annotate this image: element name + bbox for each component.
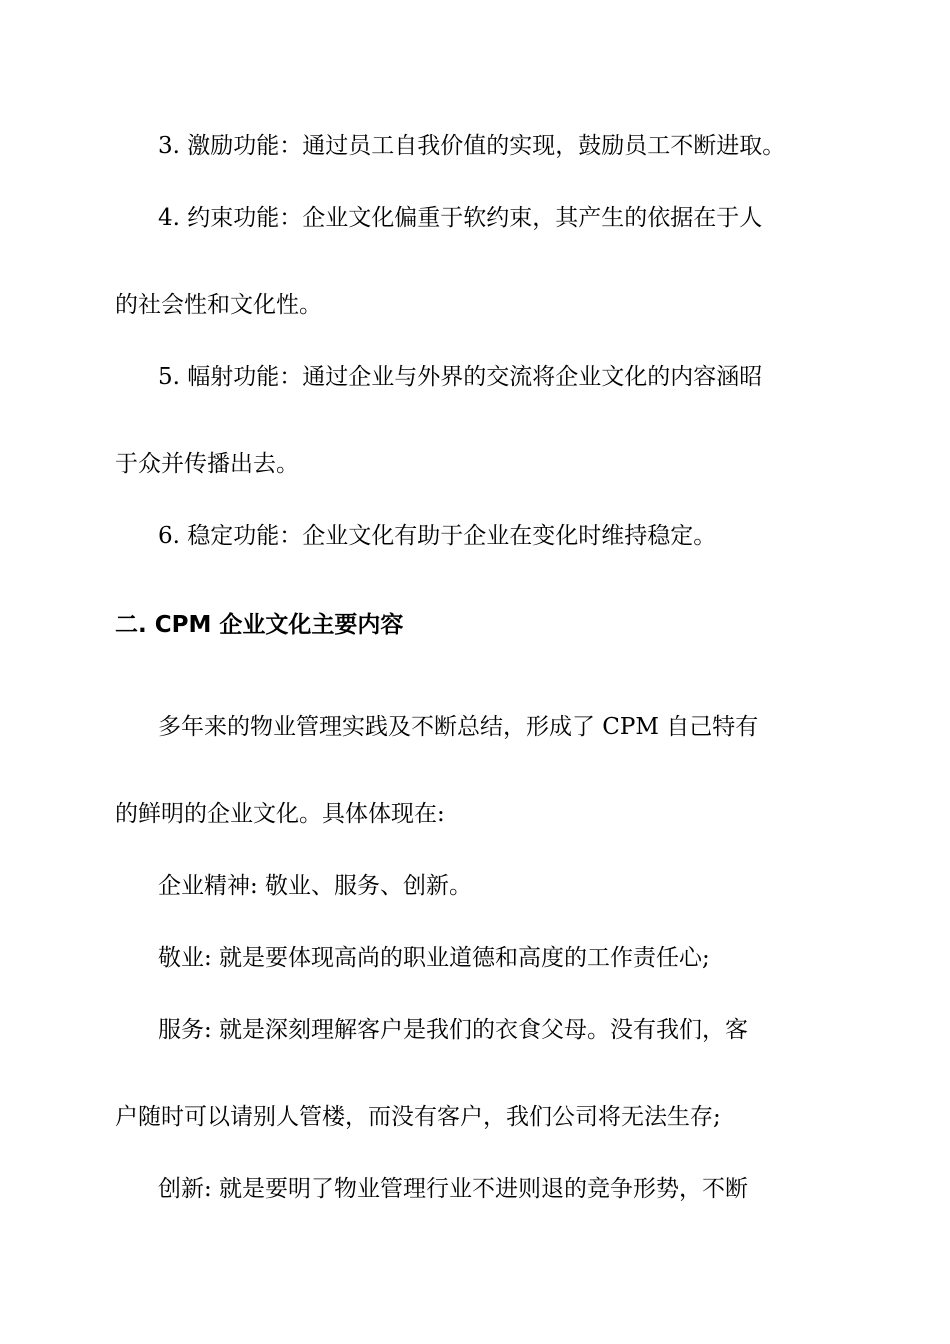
paragraph-enterprise-spirit: 企业精神: 敬业、服务、创新。	[158, 873, 473, 899]
paragraph-dedication: 敬业: 就是要体现高尚的职业道德和高度的工作责任心;	[158, 945, 710, 971]
paragraph-radiation-function-continued: 于众并传播出去。	[115, 451, 299, 477]
paragraph-incentive-function: 3. 激励功能：通过员工自我价值的实现，鼓励员工不断进取。	[158, 133, 786, 159]
paragraph-stability-function: 6. 稳定功能：企业文化有助于企业在变化时维持稳定。	[158, 523, 717, 549]
paragraph-service: 服务: 就是深刻理解客户是我们的衣食父母。没有我们，客	[158, 1017, 749, 1043]
paragraph-innovation: 创新: 就是要明了物业管理行业不进则退的竞争形势，不断	[158, 1176, 749, 1202]
paragraph-intro-continued: 的鲜明的企业文化。具体体现在:	[115, 801, 445, 827]
paragraph-service-continued: 户随时可以请别人管楼，而没有客户，我们公司将无法生存;	[115, 1104, 721, 1130]
paragraph-constraint-function: 4. 约束功能：企业文化偏重于软约束，其产生的依据在于人	[158, 205, 763, 231]
paragraph-constraint-function-continued: 的社会性和文化性。	[115, 292, 322, 318]
section-heading: 二. CPM 企业文化主要内容	[115, 612, 404, 638]
paragraph-intro: 多年来的物业管理实践及不断总结，形成了 CPM 自己特有	[158, 714, 759, 740]
paragraph-radiation-function: 5. 幅射功能：通过企业与外界的交流将企业文化的内容涵昭	[158, 364, 763, 390]
